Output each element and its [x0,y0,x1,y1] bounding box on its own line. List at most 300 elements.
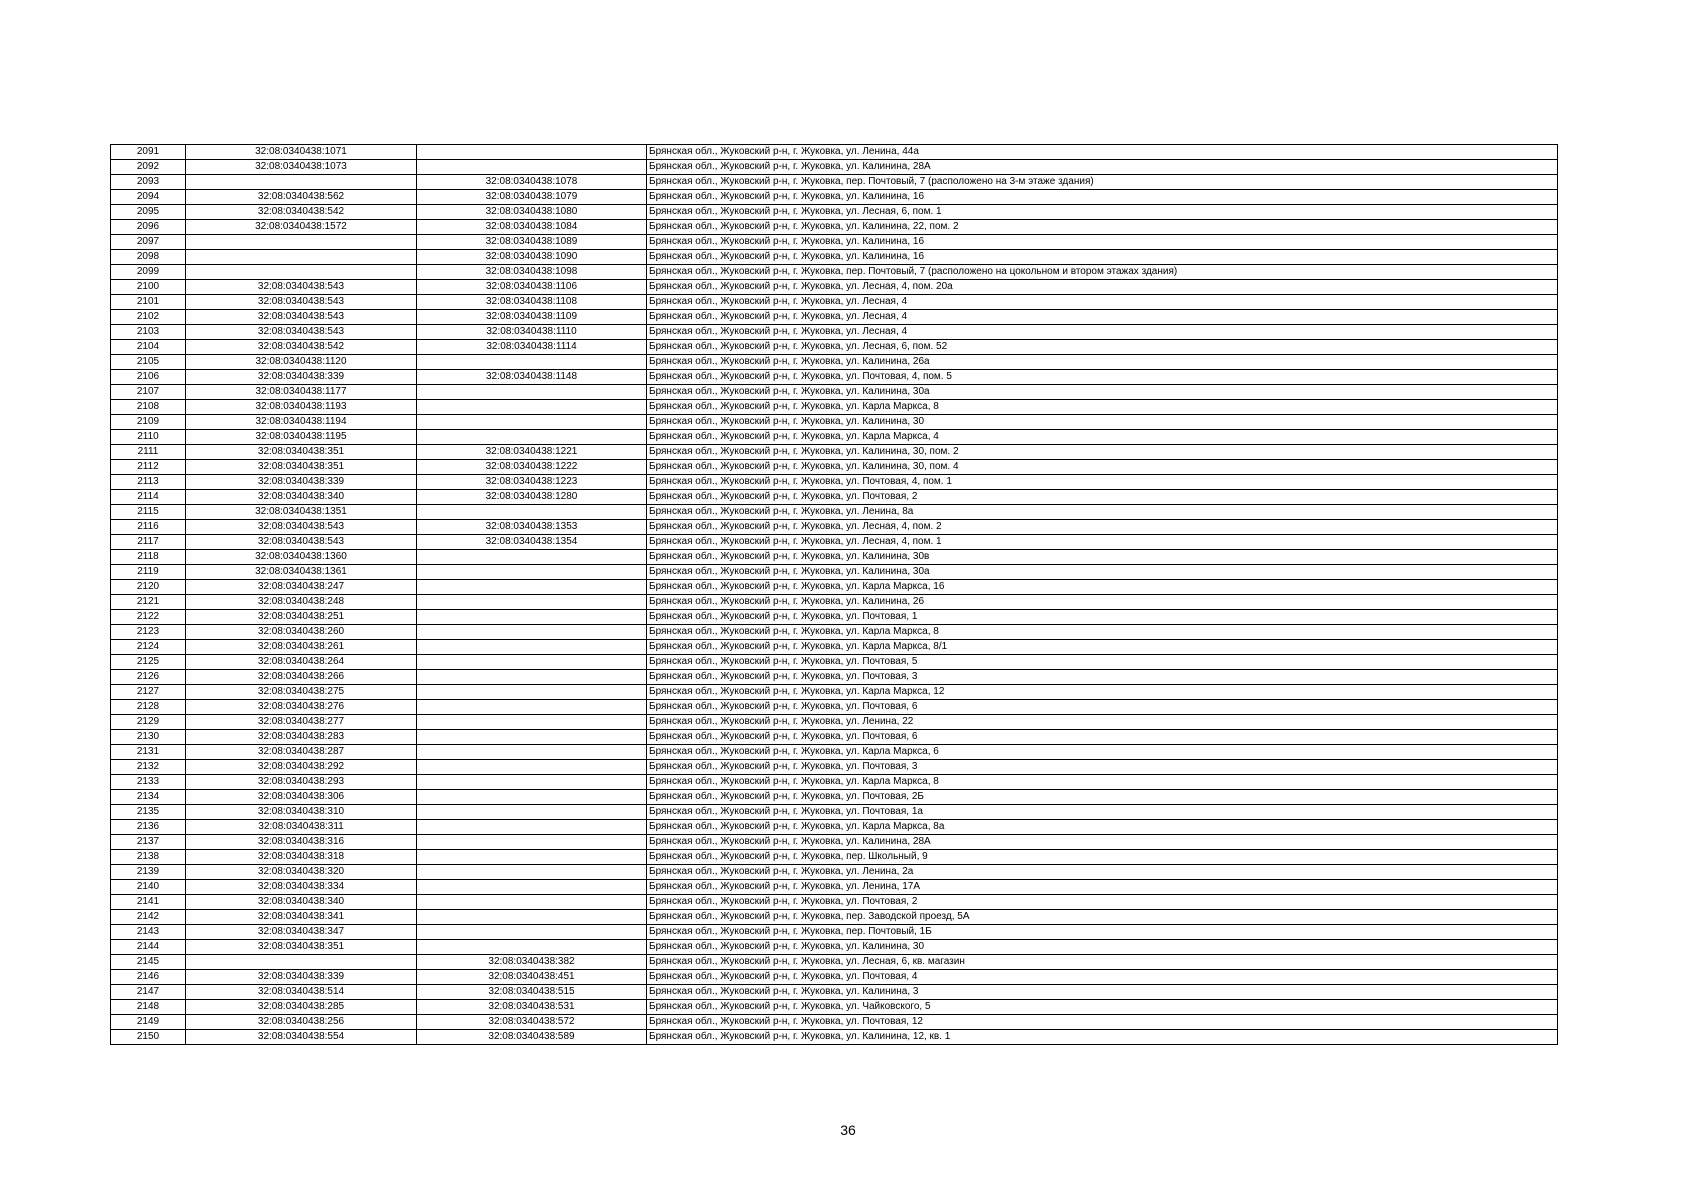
address-cell: Брянская обл., Жуковский р-н, г. Жуковка, ул. Калинина, 26а [647,355,1558,370]
object-cadastral-number-cell: 32:08:0340438:382 [417,955,647,970]
table-row [111,295,1558,310]
address-cell: Брянская обл., Жуковский р-н, г. Жуковка, ул. Почтовая, 3 [647,760,1558,775]
object-cadastral-number-cell [417,940,647,955]
parcel-cadastral-number-cell: 32:08:0340438:293 [186,775,417,790]
object-cadastral-number-cell: 32:08:0340438:1080 [417,205,647,220]
object-cadastral-number-cell [417,910,647,925]
row-number-cell: 2093 [111,175,186,190]
table-row [111,340,1558,355]
address-cell: Брянская обл., Жуковский р-н, г. Жуковка, ул. Ленина, 8а [647,505,1558,520]
table-row [111,520,1558,535]
object-cadastral-number-cell: 32:08:0340438:1354 [417,535,647,550]
object-cadastral-number-cell [417,880,647,895]
parcel-cadastral-number-cell: 32:08:0340438:306 [186,790,417,805]
object-cadastral-number-cell [417,640,647,655]
table-row [111,745,1558,760]
table-row [111,430,1558,445]
object-cadastral-number-cell [417,580,647,595]
object-cadastral-number-cell [417,895,647,910]
object-cadastral-number-cell: 32:08:0340438:1280 [417,490,647,505]
row-number-cell: 2116 [111,520,186,535]
row-number-cell: 2133 [111,775,186,790]
parcel-cadastral-number-cell: 32:08:0340438:1351 [186,505,417,520]
row-number-cell: 2108 [111,400,186,415]
parcel-cadastral-number-cell: 32:08:0340438:251 [186,610,417,625]
row-number-cell: 2095 [111,205,186,220]
object-cadastral-number-cell: 32:08:0340438:1223 [417,475,647,490]
address-cell: Брянская обл., Жуковский р-н, г. Жуковка, ул. Карла Маркса, 8а [647,820,1558,835]
parcel-cadastral-number-cell: 32:08:0340438:1572 [186,220,417,235]
row-number-cell: 2099 [111,265,186,280]
parcel-cadastral-number-cell: 32:08:0340438:260 [186,625,417,640]
table-row [111,790,1558,805]
object-cadastral-number-cell [417,400,647,415]
table-row [111,805,1558,820]
row-number-cell: 2132 [111,760,186,775]
parcel-cadastral-number-cell [186,175,417,190]
object-cadastral-number-cell: 32:08:0340438:1110 [417,325,647,340]
parcel-cadastral-number-cell: 32:08:0340438:266 [186,670,417,685]
row-number-cell: 2117 [111,535,186,550]
row-number-cell: 2121 [111,595,186,610]
table-row [111,490,1558,505]
table-row [111,580,1558,595]
address-cell: Брянская обл., Жуковский р-н, г. Жуковка, ул. Почтовая, 3 [647,670,1558,685]
object-cadastral-number-cell [417,565,647,580]
address-cell: Брянская обл., Жуковский р-н, г. Жуковка, ул. Лесная, 4 [647,295,1558,310]
row-number-cell: 2136 [111,820,186,835]
parcel-cadastral-number-cell: 32:08:0340438:339 [186,970,417,985]
table-row [111,325,1558,340]
address-cell: Брянская обл., Жуковский р-н, г. Жуковка, ул. Карла Маркса, 8/1 [647,640,1558,655]
row-number-cell: 2122 [111,610,186,625]
row-number-cell: 2123 [111,625,186,640]
page-number: 36 [840,1122,856,1138]
table-row [111,640,1558,655]
table-row [111,565,1558,580]
table-row [111,205,1558,220]
object-cadastral-number-cell [417,145,647,160]
parcel-cadastral-number-cell [186,955,417,970]
parcel-cadastral-number-cell: 32:08:0340438:351 [186,460,417,475]
parcel-cadastral-number-cell: 32:08:0340438:1071 [186,145,417,160]
object-cadastral-number-cell [417,730,647,745]
parcel-cadastral-number-cell: 32:08:0340438:248 [186,595,417,610]
object-cadastral-number-cell [417,865,647,880]
object-cadastral-number-cell [417,355,647,370]
address-cell: Брянская обл., Жуковский р-н, г. Жуковка, пер. Почтовый, 1Б [647,925,1558,940]
row-number-cell: 2091 [111,145,186,160]
table-row [111,760,1558,775]
address-cell: Брянская обл., Жуковский р-н, г. Жуковка, ул. Лесная, 4, пом. 1 [647,535,1558,550]
address-cell: Брянская обл., Жуковский р-н, г. Жуковка, ул. Почтовая, 4 [647,970,1558,985]
table-row [111,850,1558,865]
object-cadastral-number-cell: 32:08:0340438:451 [417,970,647,985]
address-cell: Брянская обл., Жуковский р-н, г. Жуковка, ул. Карла Маркса, 12 [647,685,1558,700]
row-number-cell: 2126 [111,670,186,685]
parcel-cadastral-number-cell: 32:08:0340438:543 [186,520,417,535]
object-cadastral-number-cell: 32:08:0340438:531 [417,1000,647,1015]
object-cadastral-number-cell: 32:08:0340438:1109 [417,310,647,325]
row-number-cell: 2114 [111,490,186,505]
row-number-cell: 2096 [111,220,186,235]
row-number-cell: 2094 [111,190,186,205]
parcel-cadastral-number-cell: 32:08:0340438:543 [186,295,417,310]
address-cell: Брянская обл., Жуковский р-н, г. Жуковка, ул. Лесная, 4 [647,325,1558,340]
parcel-cadastral-number-cell: 32:08:0340438:1193 [186,400,417,415]
address-cell: Брянская обл., Жуковский р-н, г. Жуковка, ул. Карла Маркса, 6 [647,745,1558,760]
parcel-cadastral-number-cell: 32:08:0340438:320 [186,865,417,880]
object-cadastral-number-cell [417,715,647,730]
address-cell: Брянская обл., Жуковский р-н, г. Жуковка, ул. Калинина, 30а [647,565,1558,580]
parcel-cadastral-number-cell [186,235,417,250]
parcel-cadastral-number-cell: 32:08:0340438:1195 [186,430,417,445]
row-number-cell: 2149 [111,1015,186,1030]
address-cell: Брянская обл., Жуковский р-н, г. Жуковка, ул. Почтовая, 2 [647,895,1558,910]
address-cell: Брянская обл., Жуковский р-н, г. Жуковка, ул. Лесная, 6, пом. 1 [647,205,1558,220]
object-cadastral-number-cell: 32:08:0340438:515 [417,985,647,1000]
table-row [111,445,1558,460]
address-cell: Брянская обл., Жуковский р-н, г. Жуковка, ул. Лесная, 6, пом. 52 [647,340,1558,355]
row-number-cell: 2100 [111,280,186,295]
row-number-cell: 2129 [111,715,186,730]
row-number-cell: 2103 [111,325,186,340]
address-cell: Брянская обл., Жуковский р-н, г. Жуковка, пер. Школьный, 9 [647,850,1558,865]
object-cadastral-number-cell [417,805,647,820]
object-cadastral-number-cell: 32:08:0340438:1089 [417,235,647,250]
address-cell: Брянская обл., Жуковский р-н, г. Жуковка, ул. Почтовая, 2 [647,490,1558,505]
row-number-cell: 2148 [111,1000,186,1015]
address-cell: Брянская обл., Жуковский р-н, г. Жуковка, ул. Калинина, 30в [647,550,1558,565]
address-cell: Брянская обл., Жуковский р-н, г. Жуковка, ул. Калинина, 16 [647,235,1558,250]
table-row [111,280,1558,295]
table-row [111,1015,1558,1030]
row-number-cell: 2143 [111,925,186,940]
table-row [111,595,1558,610]
row-number-cell: 2134 [111,790,186,805]
parcel-cadastral-number-cell: 32:08:0340438:351 [186,445,417,460]
table-row [111,505,1558,520]
row-number-cell: 2145 [111,955,186,970]
row-number-cell: 2102 [111,310,186,325]
parcel-cadastral-number-cell: 32:08:0340438:543 [186,280,417,295]
table-row [111,160,1558,175]
table-row [111,145,1558,160]
row-number-cell: 2128 [111,700,186,715]
parcel-cadastral-number-cell: 32:08:0340438:514 [186,985,417,1000]
parcel-cadastral-number-cell: 32:08:0340438:311 [186,820,417,835]
row-number-cell: 2146 [111,970,186,985]
row-number-cell: 2125 [111,655,186,670]
table-row [111,970,1558,985]
object-cadastral-number-cell [417,430,647,445]
parcel-cadastral-number-cell: 32:08:0340438:276 [186,700,417,715]
address-cell: Брянская обл., Жуковский р-н, г. Жуковка, ул. Карла Маркса, 8 [647,625,1558,640]
object-cadastral-number-cell: 32:08:0340438:589 [417,1030,647,1045]
row-number-cell: 2105 [111,355,186,370]
row-number-cell: 2101 [111,295,186,310]
parcel-cadastral-number-cell: 32:08:0340438:340 [186,490,417,505]
table-row [111,175,1558,190]
row-number-cell: 2131 [111,745,186,760]
registry-body [111,145,1558,1045]
parcel-cadastral-number-cell: 32:08:0340438:247 [186,580,417,595]
row-number-cell: 2140 [111,880,186,895]
table-row [111,940,1558,955]
address-cell: Брянская обл., Жуковский р-н, г. Жуковка, ул. Ленина, 44а [647,145,1558,160]
object-cadastral-number-cell: 32:08:0340438:1222 [417,460,647,475]
registry-table [110,144,1558,1045]
table-row [111,1030,1558,1045]
row-number-cell: 2124 [111,640,186,655]
parcel-cadastral-number-cell: 32:08:0340438:562 [186,190,417,205]
parcel-cadastral-number-cell: 32:08:0340438:1360 [186,550,417,565]
address-cell: Брянская обл., Жуковский р-н, г. Жуковка, ул. Калинина, 30 [647,940,1558,955]
table-row [111,835,1558,850]
address-cell: Брянская обл., Жуковский р-н, г. Жуковка, ул. Калинина, 28А [647,835,1558,850]
table-row [111,1000,1558,1015]
address-cell: Брянская обл., Жуковский р-н, г. Жуковка, ул. Почтовая, 5 [647,655,1558,670]
object-cadastral-number-cell [417,850,647,865]
parcel-cadastral-number-cell: 32:08:0340438:1177 [186,385,417,400]
table-row [111,460,1558,475]
row-number-cell: 2092 [111,160,186,175]
table-row [111,700,1558,715]
object-cadastral-number-cell [417,625,647,640]
parcel-cadastral-number-cell: 32:08:0340438:261 [186,640,417,655]
parcel-cadastral-number-cell: 32:08:0340438:256 [186,1015,417,1030]
address-cell: Брянская обл., Жуковский р-н, г. Жуковка, ул. Карла Маркса, 8 [647,775,1558,790]
row-number-cell: 2142 [111,910,186,925]
object-cadastral-number-cell: 32:08:0340438:1108 [417,295,647,310]
parcel-cadastral-number-cell: 32:08:0340438:275 [186,685,417,700]
object-cadastral-number-cell: 32:08:0340438:1090 [417,250,647,265]
row-number-cell: 2147 [111,985,186,1000]
object-cadastral-number-cell [417,595,647,610]
parcel-cadastral-number-cell [186,265,417,280]
parcel-cadastral-number-cell: 32:08:0340438:543 [186,325,417,340]
row-number-cell: 2144 [111,940,186,955]
parcel-cadastral-number-cell: 32:08:0340438:310 [186,805,417,820]
table-row [111,715,1558,730]
table-row [111,865,1558,880]
table-row [111,955,1558,970]
object-cadastral-number-cell [417,505,647,520]
object-cadastral-number-cell [417,775,647,790]
parcel-cadastral-number-cell: 32:08:0340438:285 [186,1000,417,1015]
object-cadastral-number-cell: 32:08:0340438:1106 [417,280,647,295]
address-cell: Брянская обл., Жуковский р-н, г. Жуковка, ул. Лесная, 4, пом. 20а [647,280,1558,295]
table-row [111,355,1558,370]
parcel-cadastral-number-cell: 32:08:0340438:292 [186,760,417,775]
parcel-cadastral-number-cell: 32:08:0340438:1194 [186,415,417,430]
row-number-cell: 2107 [111,385,186,400]
object-cadastral-number-cell [417,820,647,835]
object-cadastral-number-cell: 32:08:0340438:572 [417,1015,647,1030]
address-cell: Брянская обл., Жуковский р-н, г. Жуковка, ул. Почтовая, 6 [647,730,1558,745]
table-row [111,385,1558,400]
table-row [111,310,1558,325]
object-cadastral-number-cell [417,610,647,625]
object-cadastral-number-cell [417,415,647,430]
object-cadastral-number-cell: 32:08:0340438:1084 [417,220,647,235]
object-cadastral-number-cell [417,655,647,670]
object-cadastral-number-cell: 32:08:0340438:1078 [417,175,647,190]
row-number-cell: 2098 [111,250,186,265]
parcel-cadastral-number-cell: 32:08:0340438:542 [186,340,417,355]
table-row [111,475,1558,490]
address-cell: Брянская обл., Жуковский р-н, г. Жуковка, ул. Почтовая, 1 [647,610,1558,625]
parcel-cadastral-number-cell: 32:08:0340438:339 [186,370,417,385]
address-cell: Брянская обл., Жуковский р-н, г. Жуковка, ул. Калинина, 16 [647,190,1558,205]
object-cadastral-number-cell [417,835,647,850]
object-cadastral-number-cell: 32:08:0340438:1148 [417,370,647,385]
table-row [111,985,1558,1000]
object-cadastral-number-cell [417,550,647,565]
row-number-cell: 2097 [111,235,186,250]
parcel-cadastral-number-cell: 32:08:0340438:316 [186,835,417,850]
parcel-cadastral-number-cell: 32:08:0340438:334 [186,880,417,895]
address-cell: Брянская обл., Жуковский р-н, г. Жуковка, ул. Калинина, 16 [647,250,1558,265]
parcel-cadastral-number-cell: 32:08:0340438:351 [186,940,417,955]
object-cadastral-number-cell: 32:08:0340438:1114 [417,340,647,355]
row-number-cell: 2137 [111,835,186,850]
address-cell: Брянская обл., Жуковский р-н, г. Жуковка, пер. Заводской проезд, 5А [647,910,1558,925]
row-number-cell: 2130 [111,730,186,745]
address-cell: Брянская обл., Жуковский р-н, г. Жуковка, ул. Почтовая, 4, пом. 1 [647,475,1558,490]
row-number-cell: 2150 [111,1030,186,1045]
table-row [111,625,1558,640]
row-number-cell: 2104 [111,340,186,355]
row-number-cell: 2111 [111,445,186,460]
table-row [111,730,1558,745]
table-row [111,820,1558,835]
parcel-cadastral-number-cell: 32:08:0340438:341 [186,910,417,925]
row-number-cell: 2141 [111,895,186,910]
row-number-cell: 2113 [111,475,186,490]
row-number-cell: 2135 [111,805,186,820]
address-cell: Брянская обл., Жуковский р-н, г. Жуковка, ул. Лесная, 6, кв. магазин [647,955,1558,970]
parcel-cadastral-number-cell: 32:08:0340438:339 [186,475,417,490]
table-row [111,685,1558,700]
object-cadastral-number-cell [417,745,647,760]
table-row [111,895,1558,910]
row-number-cell: 2110 [111,430,186,445]
parcel-cadastral-number-cell: 32:08:0340438:264 [186,655,417,670]
address-cell: Брянская обл., Жуковский р-н, г. Жуковка, пер. Почтовый, 7 (расположено на цокольном и втором этажах здания) [647,265,1558,280]
table-row [111,670,1558,685]
object-cadastral-number-cell [417,790,647,805]
table-row [111,535,1558,550]
address-cell: Брянская обл., Жуковский р-н, г. Жуковка, ул. Лесная, 4 [647,310,1558,325]
parcel-cadastral-number-cell: 32:08:0340438:340 [186,895,417,910]
row-number-cell: 2119 [111,565,186,580]
parcel-cadastral-number-cell [186,250,417,265]
address-cell: Брянская обл., Жуковский р-н, г. Жуковка, ул. Калинина, 30 [647,415,1558,430]
row-number-cell: 2120 [111,580,186,595]
object-cadastral-number-cell [417,760,647,775]
table-row [111,265,1558,280]
table-row [111,910,1558,925]
address-cell: Брянская обл., Жуковский р-н, г. Жуковка, ул. Почтовая, 6 [647,700,1558,715]
address-cell: Брянская обл., Жуковский р-н, г. Жуковка, ул. Чайковского, 5 [647,1000,1558,1015]
address-cell: Брянская обл., Жуковский р-н, г. Жуковка, ул. Калинина, 30а [647,385,1558,400]
object-cadastral-number-cell: 32:08:0340438:1079 [417,190,647,205]
object-cadastral-number-cell: 32:08:0340438:1221 [417,445,647,460]
address-cell: Брянская обл., Жуковский р-н, г. Жуковка, ул. Почтовая, 4, пом. 5 [647,370,1558,385]
table-row [111,880,1558,895]
address-cell: Брянская обл., Жуковский р-н, г. Жуковка, пер. Почтовый, 7 (расположено на 3-м этаже здания) [647,175,1558,190]
address-cell: Брянская обл., Жуковский р-н, г. Жуковка, ул. Калинина, 30, пом. 2 [647,445,1558,460]
parcel-cadastral-number-cell: 32:08:0340438:1361 [186,565,417,580]
address-cell: Брянская обл., Жуковский р-н, г. Жуковка, ул. Лесная, 4, пом. 2 [647,520,1558,535]
address-cell: Брянская обл., Жуковский р-н, г. Жуковка, ул. Ленина, 2а [647,865,1558,880]
address-cell: Брянская обл., Жуковский р-н, г. Жуковка, ул. Калинина, 22, пом. 2 [647,220,1558,235]
object-cadastral-number-cell [417,160,647,175]
address-cell: Брянская обл., Жуковский р-н, г. Жуковка, ул. Карла Маркса, 4 [647,430,1558,445]
address-cell: Брянская обл., Жуковский р-н, г. Жуковка, ул. Ленина, 17А [647,880,1558,895]
table-row [111,550,1558,565]
object-cadastral-number-cell [417,925,647,940]
table-row [111,400,1558,415]
object-cadastral-number-cell [417,700,647,715]
parcel-cadastral-number-cell: 32:08:0340438:542 [186,205,417,220]
row-number-cell: 2139 [111,865,186,880]
table-row [111,235,1558,250]
address-cell: Брянская обл., Жуковский р-н, г. Жуковка, ул. Почтовая, 1а [647,805,1558,820]
table-row [111,415,1558,430]
address-cell: Брянская обл., Жуковский р-н, г. Жуковка, ул. Калинина, 30, пом. 4 [647,460,1558,475]
parcel-cadastral-number-cell: 32:08:0340438:543 [186,310,417,325]
row-number-cell: 2106 [111,370,186,385]
parcel-cadastral-number-cell: 32:08:0340438:287 [186,745,417,760]
address-cell: Брянская обл., Жуковский р-н, г. Жуковка, ул. Почтовая, 12 [647,1015,1558,1030]
address-cell: Брянская обл., Жуковский р-н, г. Жуковка, ул. Калинина, 28А [647,160,1558,175]
parcel-cadastral-number-cell: 32:08:0340438:1120 [186,355,417,370]
row-number-cell: 2138 [111,850,186,865]
row-number-cell: 2109 [111,415,186,430]
object-cadastral-number-cell [417,385,647,400]
object-cadastral-number-cell: 32:08:0340438:1098 [417,265,647,280]
row-number-cell: 2118 [111,550,186,565]
object-cadastral-number-cell [417,685,647,700]
parcel-cadastral-number-cell: 32:08:0340438:347 [186,925,417,940]
parcel-cadastral-number-cell: 32:08:0340438:543 [186,535,417,550]
address-cell: Брянская обл., Жуковский р-н, г. Жуковка, ул. Ленина, 22 [647,715,1558,730]
row-number-cell: 2115 [111,505,186,520]
parcel-cadastral-number-cell: 32:08:0340438:1073 [186,160,417,175]
address-cell: Брянская обл., Жуковский р-н, г. Жуковка, ул. Карла Маркса, 8 [647,400,1558,415]
table-row [111,610,1558,625]
table-row [111,775,1558,790]
address-cell: Брянская обл., Жуковский р-н, г. Жуковка, ул. Калинина, 26 [647,595,1558,610]
table-row [111,250,1558,265]
table-row [111,190,1558,205]
parcel-cadastral-number-cell: 32:08:0340438:283 [186,730,417,745]
parcel-cadastral-number-cell: 32:08:0340438:318 [186,850,417,865]
parcel-cadastral-number-cell: 32:08:0340438:554 [186,1030,417,1045]
table-row [111,655,1558,670]
table-row [111,220,1558,235]
row-number-cell: 2127 [111,685,186,700]
address-cell: Брянская обл., Жуковский р-н, г. Жуковка, ул. Почтовая, 2Б [647,790,1558,805]
table-row [111,925,1558,940]
object-cadastral-number-cell: 32:08:0340438:1353 [417,520,647,535]
row-number-cell: 2112 [111,460,186,475]
address-cell: Брянская обл., Жуковский р-н, г. Жуковка, ул. Калинина, 12, кв. 1 [647,1030,1558,1045]
table-row [111,370,1558,385]
address-cell: Брянская обл., Жуковский р-н, г. Жуковка, ул. Карла Маркса, 16 [647,580,1558,595]
